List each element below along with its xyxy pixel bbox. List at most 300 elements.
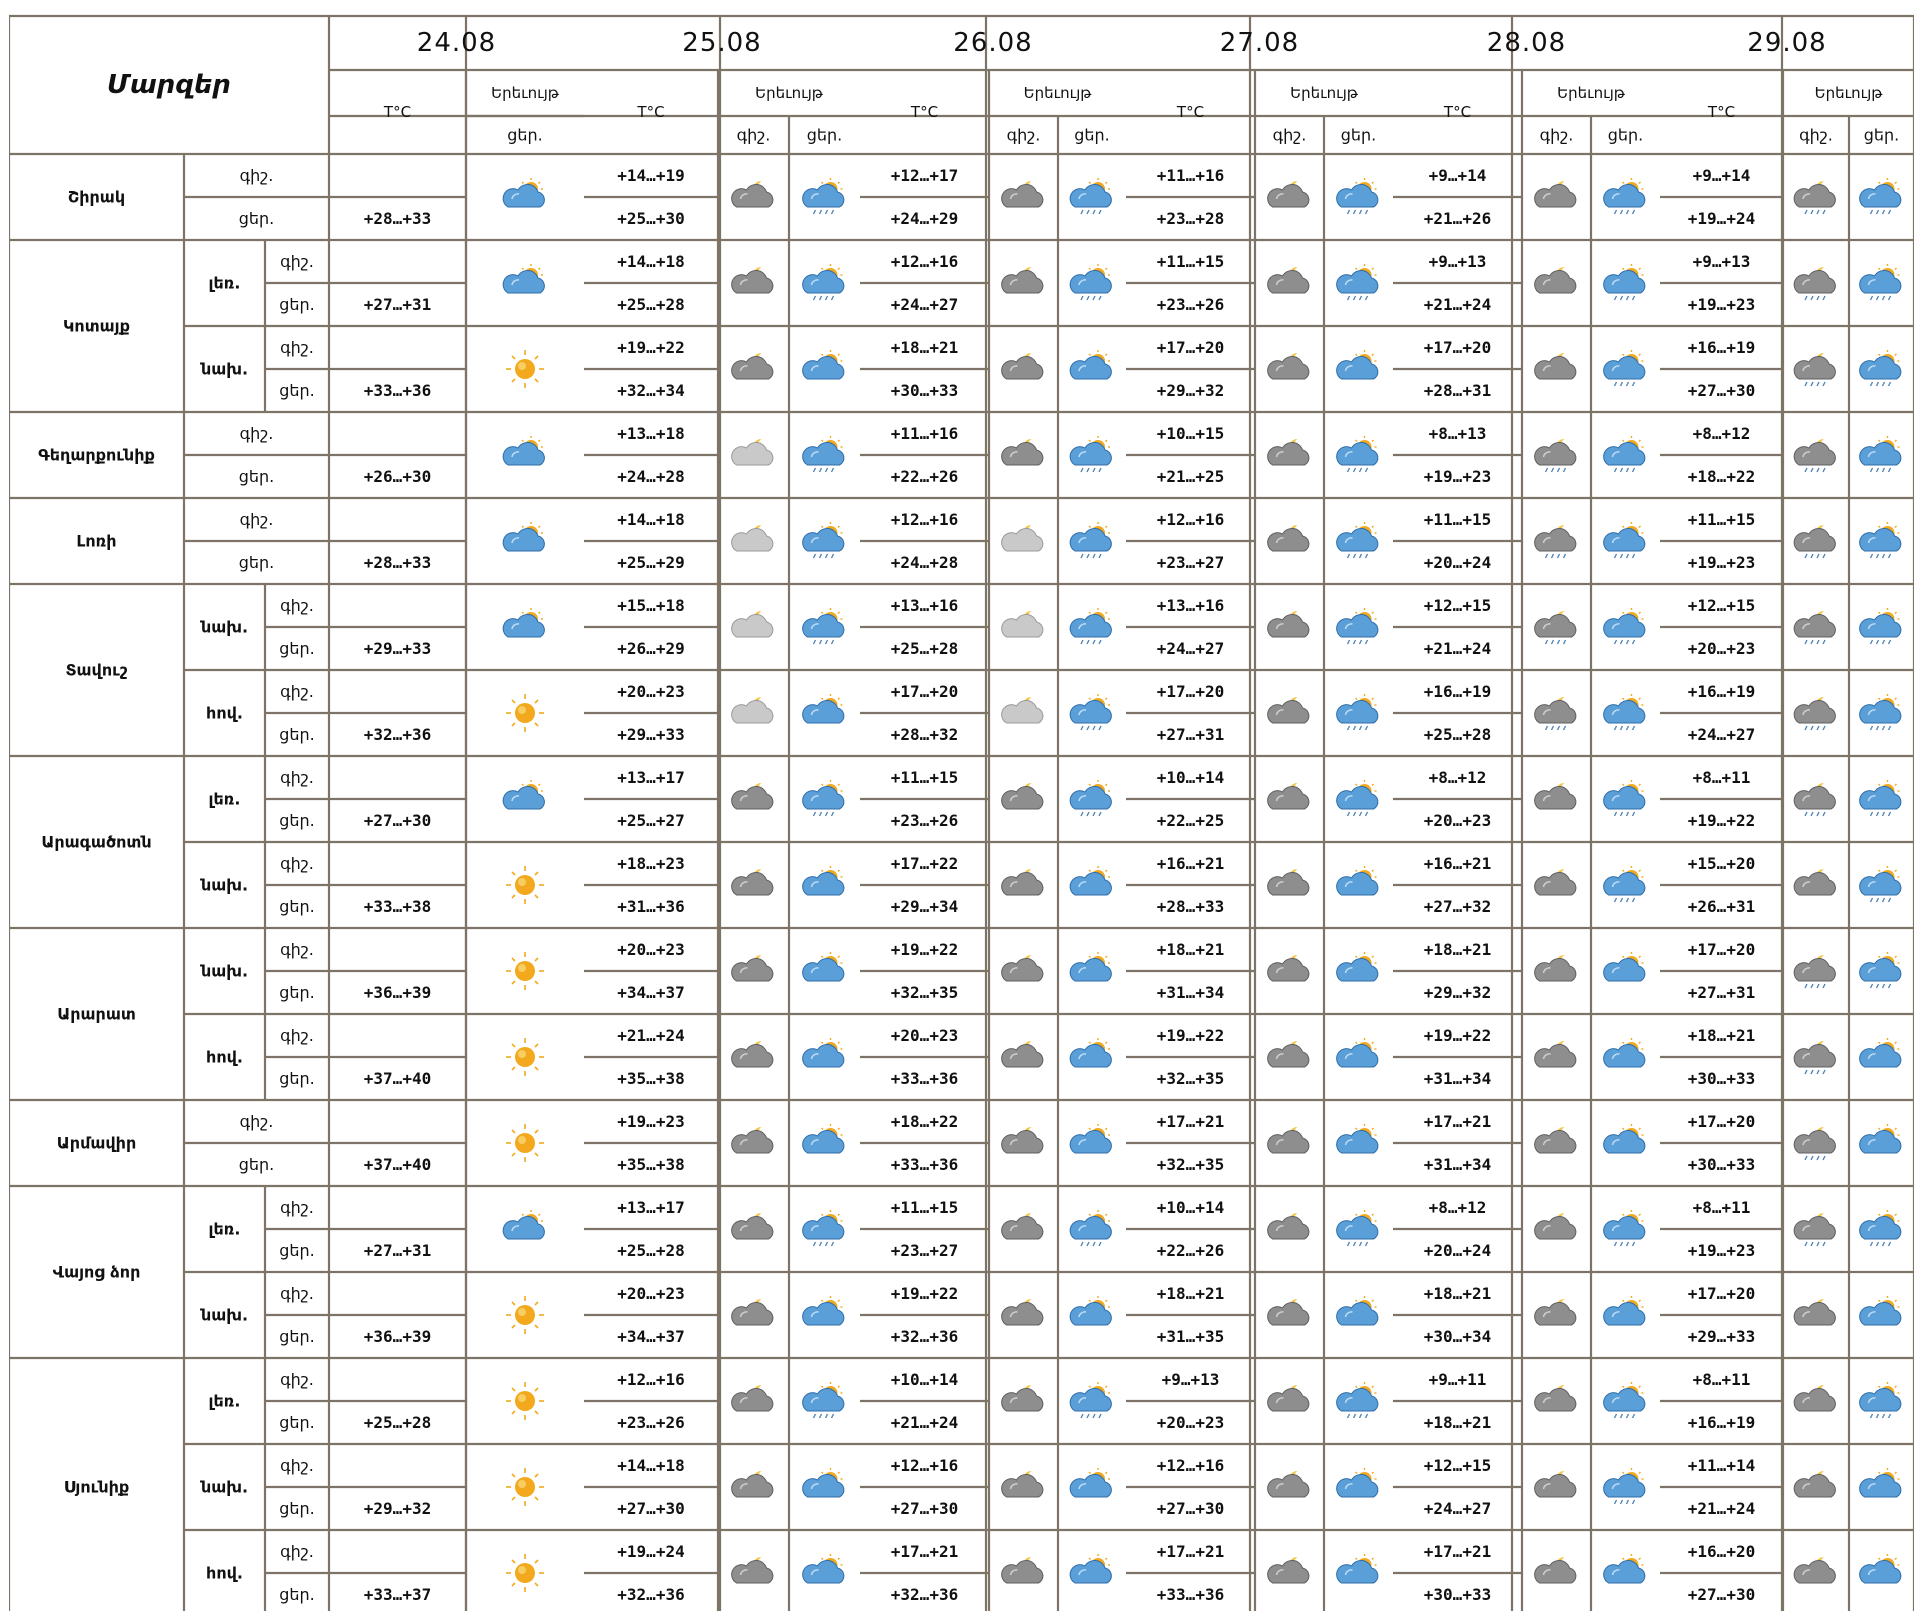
night-temp: +8…+11 xyxy=(1692,1198,1751,1217)
day-temp: +23…+27 xyxy=(890,1241,959,1260)
cloud-moon-icon xyxy=(1268,869,1309,895)
sun-cloud-rain-icon xyxy=(1070,178,1111,214)
cloud-moon-icon xyxy=(1794,1471,1835,1497)
day-temp: +25…+29 xyxy=(617,553,685,572)
sun-cloud-rain-icon xyxy=(803,522,844,558)
night-temp: +12…+16 xyxy=(890,1456,959,1475)
day-temp: +21…+24 xyxy=(890,1413,959,1432)
day-temp: +34…+37 xyxy=(617,1327,685,1346)
day-temp: +31…+34 xyxy=(1423,1155,1492,1174)
night-temp: +20…+23 xyxy=(617,940,685,959)
day-label: ցեր. xyxy=(279,1585,315,1604)
cloud-moon-icon xyxy=(1535,1385,1576,1411)
night-temp: +18…+21 xyxy=(890,338,959,357)
night-temp: +18…+22 xyxy=(890,1112,959,1131)
sun-cloud-icon xyxy=(1337,1038,1378,1067)
sun-cloud-rain-icon xyxy=(1337,1210,1378,1246)
day-temp: +19…+23 xyxy=(1423,467,1492,486)
sun-cloud-rain-icon xyxy=(1604,866,1645,902)
date-header: 29.08 xyxy=(1747,28,1827,58)
day-temp: +32…+36 xyxy=(363,725,432,744)
sun-cloud-rain-icon xyxy=(1860,350,1901,386)
night-temp: +16…+21 xyxy=(1156,854,1225,873)
sun-icon xyxy=(506,694,544,732)
subregion-name: լեռ. xyxy=(208,273,241,293)
night-subheader: գիշ. xyxy=(736,125,771,145)
sun-cloud-icon xyxy=(1070,1124,1111,1153)
day-temp: +35…+38 xyxy=(617,1155,685,1174)
night-temp: +17…+21 xyxy=(1156,1542,1225,1561)
day-temp: +31…+36 xyxy=(617,897,685,916)
day-temp: +26…+31 xyxy=(1687,897,1756,916)
sun-icon xyxy=(506,350,544,388)
day-temp: +32…+35 xyxy=(1156,1155,1225,1174)
cloud-moon-icon xyxy=(1268,267,1309,293)
sun-cloud-rain-icon xyxy=(1860,952,1901,988)
sun-cloud-rain-icon xyxy=(1860,436,1901,472)
cloud-moon-icon xyxy=(1002,353,1043,379)
day-temp: +23…+26 xyxy=(890,811,959,830)
subregion-name: լեռ. xyxy=(208,1391,241,1411)
date-header: 24.08 xyxy=(416,28,497,58)
sun-icon xyxy=(506,1296,544,1334)
night-temp: +12…+16 xyxy=(1156,1456,1225,1475)
sun-cloud-rain-icon xyxy=(803,1382,844,1418)
sun-cloud-icon xyxy=(803,1124,844,1153)
cloud-moon-icon xyxy=(1002,955,1043,981)
cloud-moon-rain-icon xyxy=(1535,611,1576,644)
day-label: ցեր. xyxy=(279,1499,315,1518)
night-label: գիշ. xyxy=(280,854,314,873)
day-label: ցեր. xyxy=(279,381,315,400)
day-label: ցեր. xyxy=(279,1241,315,1260)
night-temp: +16…+20 xyxy=(1687,1542,1756,1561)
sun-icon xyxy=(506,1382,544,1420)
cloud-moon-icon xyxy=(1002,1385,1043,1411)
day-temp: +24…+27 xyxy=(1156,639,1225,658)
subregion-name: նախ. xyxy=(200,359,249,379)
night-temp: +12…+15 xyxy=(1423,596,1492,615)
sun-cloud-rain-icon xyxy=(1604,780,1645,816)
day-label: ցեր. xyxy=(279,1327,315,1346)
region-name: Կոտայք xyxy=(63,316,130,336)
night-temp: +11…+15 xyxy=(1156,252,1225,271)
sun-cloud-rain-icon xyxy=(1070,522,1111,558)
day-temp: +23…+26 xyxy=(617,1413,685,1432)
day-temp: +27…+31 xyxy=(363,295,432,314)
night-temp: +17…+21 xyxy=(1423,1112,1492,1131)
night-temp: +17…+21 xyxy=(1423,1542,1492,1561)
cloud-moon-icon xyxy=(732,955,773,981)
sun-cloud-rain-icon xyxy=(1860,178,1901,214)
cloud-moon-icon xyxy=(1535,1557,1576,1583)
night-temp: +17…+20 xyxy=(1687,940,1756,959)
sun-cloud-rain-icon xyxy=(1604,178,1645,214)
cloud-moon-icon xyxy=(1535,1213,1576,1239)
sun-cloud-icon xyxy=(803,1468,844,1497)
cloud-moon-icon xyxy=(1002,181,1043,207)
sun-cloud-icon xyxy=(503,780,544,809)
day-temp: +21…+25 xyxy=(1156,467,1225,486)
night-label: գիշ. xyxy=(280,252,314,271)
night-temp: +10…+14 xyxy=(1156,768,1225,787)
cloud-moon-icon xyxy=(1002,439,1043,465)
night-label: գիշ. xyxy=(239,1112,274,1131)
day-temp: +27…+30 xyxy=(1687,381,1756,400)
day-temp: +22…+26 xyxy=(1156,1241,1225,1260)
sun-icon xyxy=(506,866,544,904)
cloud-moon-light-icon xyxy=(1002,697,1043,723)
cloud-moon-icon xyxy=(732,783,773,809)
cloud-moon-icon xyxy=(1535,1127,1576,1153)
sun-cloud-rain-icon xyxy=(1860,264,1901,300)
sun-cloud-rain-icon xyxy=(1070,780,1111,816)
day-temp: +20…+24 xyxy=(1423,1241,1492,1260)
night-temp: +12…+15 xyxy=(1423,1456,1492,1475)
day-temp: +24…+29 xyxy=(890,209,959,228)
region-name: Արարատ xyxy=(57,1004,136,1024)
sun-cloud-rain-icon xyxy=(1337,694,1378,730)
cloud-moon-icon xyxy=(1268,1041,1309,1067)
cloud-moon-icon xyxy=(1535,955,1576,981)
day-temp: +33…+36 xyxy=(1156,1585,1225,1604)
night-temp: +19…+22 xyxy=(890,1284,959,1303)
sun-cloud-icon xyxy=(1337,866,1378,895)
day-temp: +25…+28 xyxy=(363,1413,432,1432)
day-temp: +16…+19 xyxy=(1687,1413,1756,1432)
subregion-name: նախ. xyxy=(200,875,249,895)
region-name: Վայոց ձոր xyxy=(52,1262,141,1282)
night-temp: +8…+11 xyxy=(1692,768,1751,787)
cloud-moon-icon xyxy=(1268,955,1309,981)
cloud-moon-icon xyxy=(1268,1299,1309,1325)
cloud-moon-rain-icon xyxy=(1794,1213,1835,1246)
day-temp: +27…+30 xyxy=(1687,1585,1756,1604)
day-temp: +32…+36 xyxy=(890,1327,959,1346)
region-name: Արմավիր xyxy=(56,1133,137,1153)
day-temp: +29…+34 xyxy=(890,897,959,916)
cloud-moon-light-icon xyxy=(732,439,773,465)
cloud-moon-icon xyxy=(1002,267,1043,293)
night-temp: +10…+15 xyxy=(1156,424,1225,443)
night-temp: +12…+15 xyxy=(1687,596,1756,615)
day-temp: +32…+36 xyxy=(617,1585,685,1604)
cloud-moon-light-icon xyxy=(732,611,773,637)
sun-cloud-rain-icon xyxy=(1860,522,1901,558)
cloud-moon-icon xyxy=(1268,1213,1309,1239)
night-temp: +18…+21 xyxy=(1687,1026,1756,1045)
night-temp: +15…+18 xyxy=(617,596,685,615)
sun-cloud-rain-icon xyxy=(1860,1210,1901,1246)
sun-cloud-rain-icon xyxy=(1337,780,1378,816)
day-temp: +19…+23 xyxy=(1687,295,1756,314)
day-subheader: ցեր. xyxy=(1074,125,1110,145)
day-temp: +28…+33 xyxy=(363,209,432,228)
sun-cloud-rain-icon xyxy=(1860,780,1901,816)
sun-cloud-rain-icon xyxy=(1070,436,1111,472)
date-header: 28.08 xyxy=(1486,28,1567,58)
night-temp: +17…+20 xyxy=(890,682,959,701)
day-label: ցեր. xyxy=(279,725,315,744)
night-label: գիշ. xyxy=(239,424,274,443)
day-temp: +32…+34 xyxy=(617,381,685,400)
sun-cloud-icon xyxy=(503,436,544,465)
night-temp: +11…+15 xyxy=(890,1198,959,1217)
night-label: գիշ. xyxy=(280,1542,314,1561)
sun-cloud-icon xyxy=(1604,1124,1645,1153)
sun-cloud-rain-icon xyxy=(803,1210,844,1246)
day-temp: +29…+32 xyxy=(1423,983,1492,1002)
sun-cloud-icon xyxy=(1070,1296,1111,1325)
day-temp: +33…+36 xyxy=(363,381,432,400)
night-temp: +14…+18 xyxy=(617,252,685,271)
subregion-name: լեռ. xyxy=(208,1219,241,1239)
cloud-moon-icon xyxy=(1268,439,1309,465)
cloud-moon-icon xyxy=(1002,1127,1043,1153)
sun-cloud-icon xyxy=(1070,1038,1111,1067)
night-label: գիշ. xyxy=(280,338,314,357)
day-temp: +30…+34 xyxy=(1423,1327,1492,1346)
cloud-moon-icon xyxy=(1268,181,1309,207)
sun-cloud-rain-icon xyxy=(1860,866,1901,902)
sun-cloud-rain-icon xyxy=(1860,608,1901,644)
sun-cloud-icon xyxy=(1070,952,1111,981)
day-temp: +27…+30 xyxy=(1156,1499,1225,1518)
date-header: 25.08 xyxy=(682,28,762,58)
night-temp: +15…+20 xyxy=(1687,854,1756,873)
day-temp: +27…+31 xyxy=(363,1241,432,1260)
day-label: ցեր. xyxy=(238,553,275,572)
cloud-moon-icon xyxy=(1535,353,1576,379)
day-temp: +36…+39 xyxy=(363,1327,432,1346)
sun-cloud-rain-icon xyxy=(803,178,844,214)
cloud-moon-icon xyxy=(1794,1299,1835,1325)
sun-cloud-rain-icon xyxy=(1860,1382,1901,1418)
night-temp: +9…+11 xyxy=(1428,1370,1487,1389)
temp-column-header: T°C xyxy=(637,103,665,121)
cloud-moon-rain-icon xyxy=(1794,267,1835,300)
temp-column-header: T°C xyxy=(1707,103,1736,121)
day-subheader: ցեր. xyxy=(806,125,843,145)
cloud-moon-icon xyxy=(1002,1213,1043,1239)
day-temp: +37…+40 xyxy=(363,1155,432,1174)
night-temp: +19…+22 xyxy=(1156,1026,1225,1045)
sun-cloud-icon xyxy=(1337,1124,1378,1153)
sun-cloud-icon xyxy=(1337,1554,1378,1583)
day-temp: +33…+36 xyxy=(890,1069,959,1088)
day-temp: +20…+23 xyxy=(1156,1413,1225,1432)
temp-column-header: T°C xyxy=(1176,103,1205,121)
sun-icon xyxy=(506,1038,544,1076)
cloud-moon-icon xyxy=(1794,869,1835,895)
night-label: գիշ. xyxy=(280,1198,314,1217)
subregion-name: նախ. xyxy=(200,1305,249,1325)
day-temp: +29…+33 xyxy=(1687,1327,1756,1346)
cloud-moon-icon xyxy=(1794,1385,1835,1411)
sun-cloud-icon xyxy=(803,1554,844,1583)
sun-cloud-icon xyxy=(1070,866,1111,895)
day-temp: +24…+28 xyxy=(617,467,685,486)
day-temp: +21…+24 xyxy=(1687,1499,1756,1518)
day-temp: +30…+33 xyxy=(1687,1069,1756,1088)
day-temp: +31…+34 xyxy=(1423,1069,1492,1088)
temp-column-header: T°C xyxy=(383,103,412,121)
night-label: գիշ. xyxy=(280,1026,314,1045)
sun-cloud-icon xyxy=(803,1296,844,1325)
cloud-moon-icon xyxy=(1535,267,1576,293)
sun-cloud-rain-icon xyxy=(803,436,844,472)
night-temp: +17…+20 xyxy=(1156,682,1225,701)
day-temp: +22…+25 xyxy=(1156,811,1225,830)
cloud-moon-icon xyxy=(1002,783,1043,809)
night-temp: +18…+21 xyxy=(1156,1284,1225,1303)
night-temp: +9…+14 xyxy=(1428,166,1487,185)
cloud-moon-icon xyxy=(1268,1557,1309,1583)
subregion-name: հով. xyxy=(206,1047,243,1067)
sun-cloud-icon xyxy=(1604,1038,1645,1067)
cloud-moon-rain-icon xyxy=(1535,439,1576,472)
region-name: Լոռի xyxy=(76,531,117,551)
subregion-name: հով. xyxy=(206,1563,243,1583)
region-name: Արագածոտն xyxy=(41,832,152,852)
sun-cloud-icon xyxy=(1604,1554,1645,1583)
day-temp: +34…+37 xyxy=(617,983,685,1002)
sun-cloud-rain-icon xyxy=(1070,1382,1111,1418)
cloud-moon-rain-icon xyxy=(1794,1127,1835,1160)
day-temp: +25…+28 xyxy=(890,639,959,658)
sun-cloud-icon xyxy=(503,522,544,551)
region-name: Գեղարքունիք xyxy=(38,445,155,465)
night-subheader: գիշ. xyxy=(1799,125,1833,145)
night-temp: +18…+21 xyxy=(1423,940,1492,959)
sun-icon xyxy=(506,952,544,990)
day-temp: +23…+28 xyxy=(1156,209,1225,228)
cloud-moon-icon xyxy=(1002,1299,1043,1325)
night-label: գիշ. xyxy=(280,940,314,959)
day-temp: +21…+24 xyxy=(1423,295,1492,314)
cloud-moon-icon xyxy=(1535,783,1576,809)
night-subheader: գիշ. xyxy=(1272,125,1307,145)
cloud-moon-light-icon xyxy=(1002,611,1043,637)
sun-cloud-icon xyxy=(803,952,844,981)
temp-column-header: T°C xyxy=(910,103,939,121)
day-subheader: ցեր. xyxy=(507,125,543,145)
region-name: Սյունիք xyxy=(63,1477,130,1497)
cloud-moon-icon xyxy=(1535,1471,1576,1497)
night-temp: +21…+24 xyxy=(617,1026,685,1045)
sun-cloud-icon xyxy=(1337,1468,1378,1497)
sun-cloud-icon xyxy=(1860,1124,1901,1153)
night-temp: +11…+15 xyxy=(1423,510,1492,529)
day-temp: +26…+30 xyxy=(363,467,432,486)
night-label: գիշ. xyxy=(280,596,314,615)
phenomenon-column-header: Երեւույթ xyxy=(755,84,823,102)
subregion-name: նախ. xyxy=(200,617,249,637)
sun-cloud-rain-icon xyxy=(1860,694,1901,730)
night-temp: +16…+19 xyxy=(1423,682,1492,701)
day-temp: +28…+33 xyxy=(363,553,432,572)
sun-cloud-icon xyxy=(1860,1468,1901,1497)
day-label: ցեր. xyxy=(238,467,275,486)
cloud-moon-rain-icon xyxy=(1794,697,1835,730)
sun-cloud-rain-icon xyxy=(1070,694,1111,730)
night-temp: +10…+14 xyxy=(1156,1198,1225,1217)
subregion-name: նախ. xyxy=(200,961,249,981)
sun-cloud-icon xyxy=(803,866,844,895)
day-temp: +23…+27 xyxy=(1156,553,1225,572)
day-temp: +24…+27 xyxy=(1423,1499,1492,1518)
sun-cloud-icon xyxy=(803,350,844,379)
day-temp: +32…+36 xyxy=(890,1585,959,1604)
cloud-moon-icon xyxy=(1268,611,1309,637)
subregion-name: հով. xyxy=(206,703,243,723)
day-temp: +33…+36 xyxy=(890,1155,959,1174)
day-temp: +35…+38 xyxy=(617,1069,685,1088)
sun-icon xyxy=(506,1554,544,1592)
night-temp: +17…+20 xyxy=(1687,1284,1756,1303)
night-label: գիշ. xyxy=(280,682,314,701)
subregion-name: նախ. xyxy=(200,1477,249,1497)
day-label: ցեր. xyxy=(279,897,315,916)
night-temp: +14…+18 xyxy=(617,510,685,529)
sun-cloud-icon xyxy=(1604,952,1645,981)
day-temp: +30…+33 xyxy=(1423,1585,1492,1604)
night-temp: +13…+17 xyxy=(617,768,685,787)
cloud-moon-light-icon xyxy=(732,697,773,723)
cloud-moon-icon xyxy=(732,1127,773,1153)
sun-cloud-rain-icon xyxy=(1337,436,1378,472)
cloud-moon-icon xyxy=(1002,1041,1043,1067)
night-temp: +13…+18 xyxy=(617,424,685,443)
phenomenon-column-header: Երեւույթ xyxy=(1557,84,1625,102)
sun-cloud-rain-icon xyxy=(1337,522,1378,558)
day-temp: +19…+23 xyxy=(1687,1241,1756,1260)
night-temp: +18…+21 xyxy=(1156,940,1225,959)
night-temp: +11…+15 xyxy=(1687,510,1756,529)
forecast-table xyxy=(9,14,1914,1611)
cloud-moon-icon xyxy=(1002,869,1043,895)
day-subheader: ցեր. xyxy=(1607,125,1644,145)
day-temp: +32…+35 xyxy=(1156,1069,1225,1088)
sun-cloud-icon xyxy=(1860,1554,1901,1583)
cloud-moon-icon xyxy=(732,1213,773,1239)
cloud-moon-icon xyxy=(732,1557,773,1583)
day-temp: +19…+23 xyxy=(1687,553,1756,572)
day-temp: +19…+22 xyxy=(1687,811,1756,830)
day-temp: +21…+26 xyxy=(1423,209,1492,228)
cloud-moon-rain-icon xyxy=(1794,955,1835,988)
sun-cloud-icon xyxy=(1860,1296,1901,1325)
cloud-moon-rain-icon xyxy=(1794,1041,1835,1074)
cloud-moon-icon xyxy=(732,1471,773,1497)
cloud-moon-rain-icon xyxy=(1794,181,1835,214)
sun-cloud-icon xyxy=(1860,1038,1901,1067)
night-temp: +17…+21 xyxy=(1156,1112,1225,1131)
night-temp: +11…+15 xyxy=(890,768,959,787)
cloud-moon-icon xyxy=(1002,1471,1043,1497)
day-label: ցեր. xyxy=(279,811,315,830)
night-temp: +13…+16 xyxy=(1156,596,1225,615)
day-temp: +27…+30 xyxy=(890,1499,959,1518)
day-temp: +29…+33 xyxy=(363,639,432,658)
phenomenon-column-header: Երեւույթ xyxy=(491,84,559,102)
day-temp: +29…+32 xyxy=(1156,381,1225,400)
night-label: գիշ. xyxy=(280,1284,314,1303)
sun-cloud-icon xyxy=(503,264,544,293)
cloud-moon-icon xyxy=(1535,1041,1576,1067)
day-temp: +20…+24 xyxy=(1423,553,1492,572)
sun-cloud-icon xyxy=(1337,952,1378,981)
